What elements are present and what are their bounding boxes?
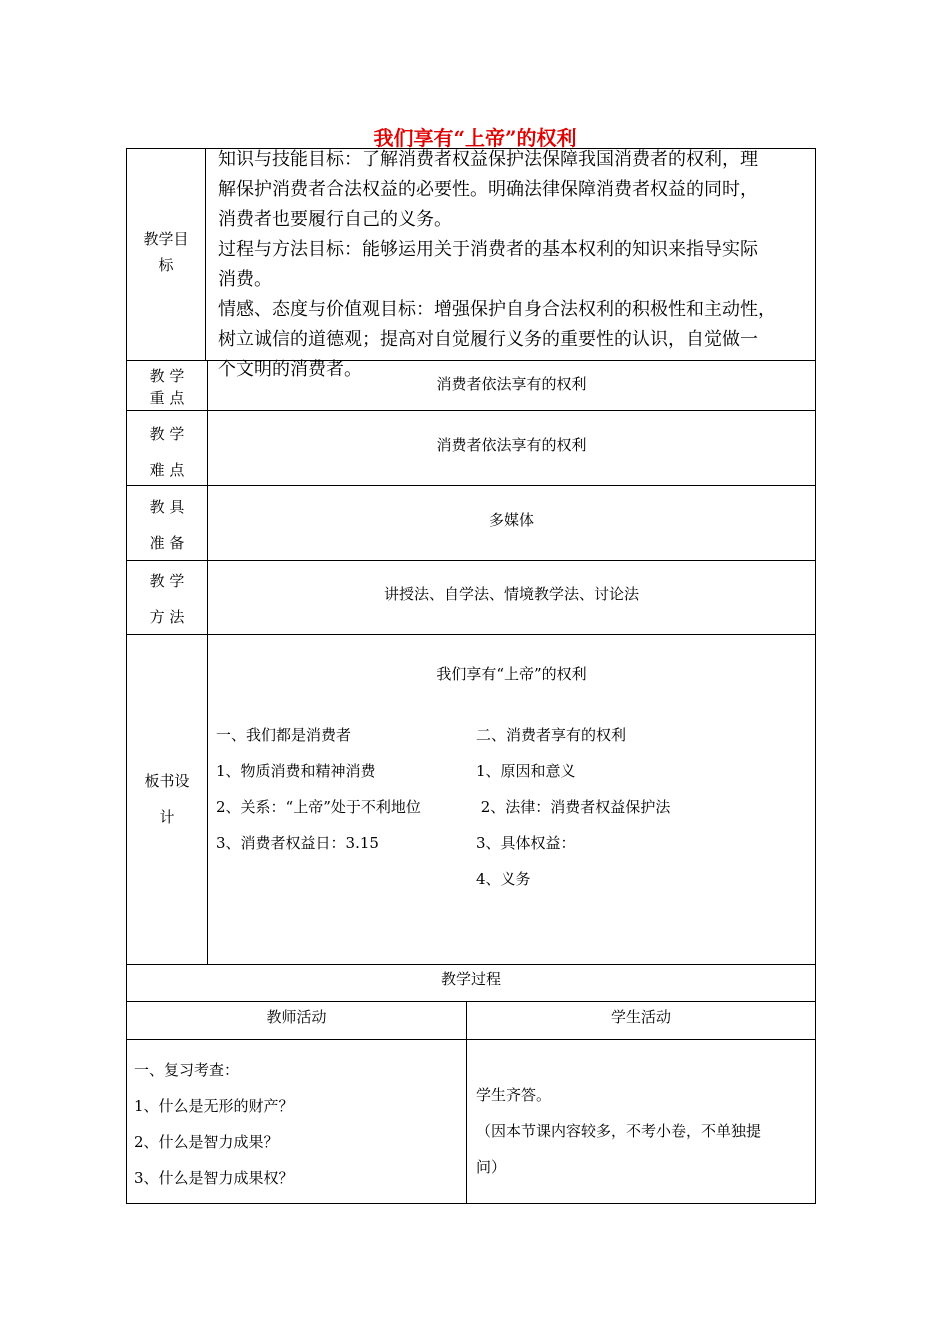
teacher-line: 1、什么是无形的财产？	[134, 1097, 294, 1115]
board-left-item: 1、物质消费和精神消费	[216, 762, 376, 780]
student-activity-header: 学生活动	[610, 1008, 671, 1026]
board-right-item: 1、原因和意义	[476, 762, 576, 780]
board-right-item: 2、法律：消费者权益保护法	[476, 798, 671, 816]
document-title: 我们享有“上帝”的权利	[373, 126, 577, 150]
difficulty-value: 消费者依法享有的权利	[436, 436, 587, 454]
board-left-item: 一、我们都是消费者	[216, 726, 352, 744]
tools-value: 多媒体	[488, 511, 534, 529]
student-activity-content	[476, 1077, 812, 1185]
board-right-item: 二、消费者享有的权利	[476, 726, 627, 744]
objective-line: 树立诚信的道德观；提高对自觉履行义务的重要性的认识，自觉做一	[218, 329, 758, 350]
difficulty-label: 教 学 难 点	[149, 425, 185, 479]
objective-line: 解保护消费者合法权益的必要性。明确法律保障消费者权益的同时，	[218, 179, 758, 200]
board-left-item: 3、消费者权益日：3.15	[216, 834, 379, 852]
board-left-item: 2、关系：“上帝”处于不利地位	[216, 798, 421, 816]
objective-line: 个文明的消费者。	[218, 359, 362, 380]
teacher-line: 3、什么是智力成果权？	[134, 1169, 294, 1187]
teacher-activity-header: 教师活动	[266, 1008, 327, 1026]
board-heading: 我们享有“上帝”的权利	[436, 665, 587, 683]
objective-line: 情感、态度与价值观目标：增强保护自身合法权利的积极性和主动性，	[218, 299, 776, 320]
board-content	[208, 635, 815, 963]
teacher-line: 一、复习考查：	[134, 1061, 240, 1079]
objective-line: 消费。	[218, 269, 272, 290]
methods-value: 讲授法、自学法、情境教学法、讨论法	[383, 585, 639, 603]
objective-line: 消费者也要履行自己的义务。	[218, 209, 452, 230]
objective-line: 知识与技能目标：了解消费者权益保护法保障我国消费者的权利，理	[218, 149, 758, 170]
objectives-text	[218, 145, 813, 385]
student-line: （因本节课内容较多，不考小卷，不单独提	[476, 1122, 762, 1140]
key-point-value: 消费者依法享有的权利	[436, 375, 587, 393]
teacher-line: 2、什么是智力成果？	[134, 1133, 279, 1151]
objective-line: 过程与方法目标：能够运用关于消费者的基本权利的知识来指导实际	[218, 239, 758, 260]
objectives-label: 教学目 标	[143, 230, 189, 274]
board-right-item: 3、具体权益：	[476, 834, 576, 852]
board-right-item: 4、义务	[476, 870, 531, 888]
student-line: 学生齐答。	[476, 1086, 552, 1104]
board-label: 板书设 计	[144, 772, 190, 826]
tools-label: 教 具 准 备	[149, 498, 185, 552]
student-line: 问）	[476, 1158, 507, 1176]
teacher-activity-content	[134, 1052, 464, 1196]
methods-label: 教 学 方 法	[149, 572, 185, 626]
process-heading: 教学过程	[440, 970, 501, 988]
key-point-label: 教 学 重 点	[149, 367, 185, 407]
